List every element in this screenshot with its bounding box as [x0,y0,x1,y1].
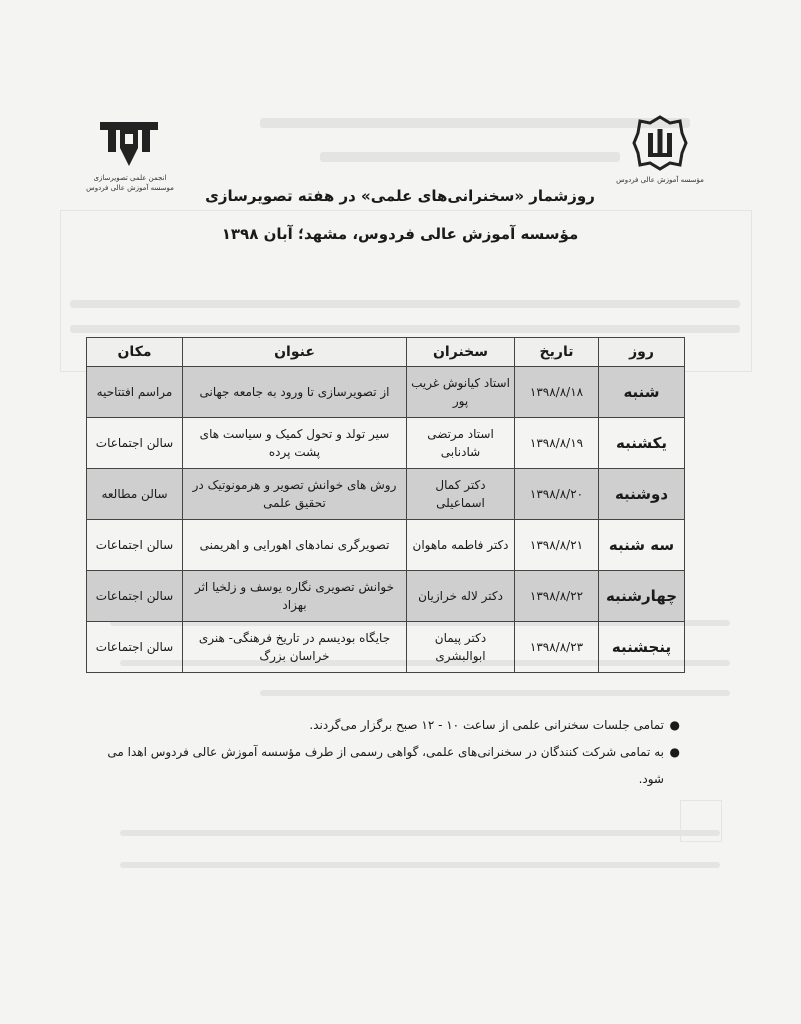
row-speaker: دکتر کمال اسماعیلی [407,469,515,520]
row-day: دوشنبه [599,469,685,520]
association-tf-logo-icon [98,118,160,170]
lecture-schedule-table [86,337,685,673]
row-topic: خوانش تصویری نگاره یوسف و زلخیا اثر بهزاد [183,571,407,622]
header-place: مکان [87,338,183,367]
table-row [87,622,685,673]
table-row [87,520,685,571]
table-row [87,469,685,520]
table-row [87,571,685,622]
note-text: به تمامی شرکت کنندگان در سخنرانی‌های علمی، گواهی رسمی از طرف مؤسسه آموزش عالی فردوس اهدا می شود. [107,745,664,786]
row-speaker: دکتر پیمان ابوالبشری [407,622,515,673]
row-place: سالن اجتماعات [87,571,183,622]
row-place: مراسم افتتاحیه [87,367,183,418]
row-topic: از تصویرسازی تا ورود به جامعه جهانی [183,367,407,418]
row-topic: تصویرگری نمادهای اهورایی و اهریمنی [183,520,407,571]
row-day: یکشنبه [599,418,685,469]
association-name-line1: انجمن علمی تصویرسازی [93,174,167,182]
bullet-icon: ● [669,718,680,732]
row-speaker: استاد کیانوش غریب پور [407,367,515,418]
row-date: ۱۳۹۸/۸/۲۰ [515,469,599,520]
row-place: سالن اجتماعات [87,418,183,469]
note-item [90,739,680,793]
header-day: روز [599,338,685,367]
bullet-icon: ● [669,745,680,759]
row-date: ۱۳۹۸/۸/۲۱ [515,520,599,571]
row-day: سه شنبه [599,520,685,571]
note-text: تمامی جلسات سخنرانی علمی از ساعت ۱۰ - ۱۲ صبح برگزار می‌گردند. [309,718,664,732]
row-place: سالن اجتماعات [87,520,183,571]
row-date: ۱۳۹۸/۸/۲۳ [515,622,599,673]
note-item [90,712,680,739]
header-speaker: سخنران [407,338,515,367]
row-day: چهارشنبه [599,571,685,622]
association-name-line2: موسسه آموزش عالی فردوس [86,184,174,192]
table-header-row [87,338,685,367]
header-date: تاریخ [515,338,599,367]
table-row [87,367,685,418]
row-speaker: استاد مرتضی شادنابی [407,418,515,469]
table-row [87,418,685,469]
row-date: ۱۳۹۸/۸/۱۹ [515,418,599,469]
notes-list [90,712,680,793]
document-subtitle: مؤسسه آموزش عالی فردوس، مشهد؛ آبان ۱۳۹۸ [221,225,579,243]
row-topic: سیر تولد و تحول کمیک و سیاست های پشت پرده [183,418,407,469]
row-speaker: دکتر فاطمه ماهوان [407,520,515,571]
document-title: روزشمار «سخنرانی‌های علمی» در هفته تصویرسازی [205,187,595,205]
row-date: ۱۳۹۸/۸/۱۸ [515,367,599,418]
row-day: شنبه [599,367,685,418]
row-day: پنجشنبه [599,622,685,673]
institute-emblem-icon [630,113,690,173]
row-place: سالن مطالعه [87,469,183,520]
institute-name-small: مؤسسه آموزش عالی فردوس [616,176,704,184]
row-date: ۱۳۹۸/۸/۲۲ [515,571,599,622]
row-topic: جایگاه بودیسم در تاریخ فرهنگی- هنری خراسان بزرگ [183,622,407,673]
row-speaker: دکتر لاله خرازیان [407,571,515,622]
row-topic: روش های خوانش تصویر و هرمونوتیک در تحقیق علمی [183,469,407,520]
row-place: سالن اجتماعات [87,622,183,673]
header-topic: عنوان [183,338,407,367]
